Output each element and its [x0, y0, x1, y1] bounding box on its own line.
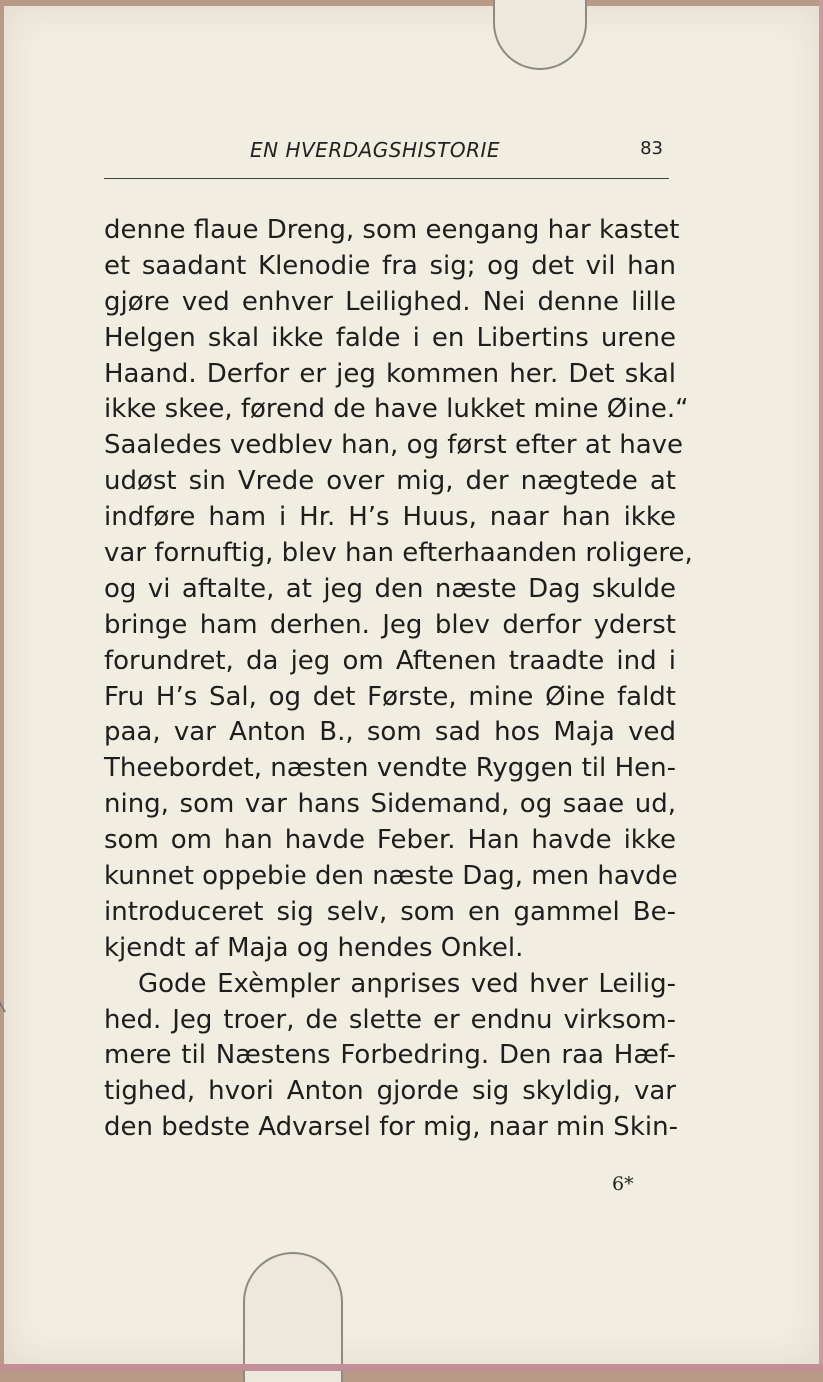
- signature-mark: 6*: [612, 1173, 634, 1195]
- text-line: hed. Jeg troer, de slette er endnu virksom-: [104, 1004, 676, 1035]
- text-line: bringe ham derhen. Jeg blev derfor yderst: [104, 609, 676, 640]
- text-line: Theebordet, næsten vendte Ryggen til Hen-: [104, 753, 676, 784]
- text-line: Fru H’s Sal, og det Første, mine Øine faldt: [104, 681, 676, 712]
- page-edge-bottom: [0, 1364, 823, 1371]
- body-text: [104, 213, 693, 1146]
- text-line: forundret, da jeg om Aftenen traadte ind i: [104, 645, 676, 676]
- text-line: som om han havde Feber. Han havde ikke: [104, 825, 676, 856]
- text-line: denne flaue Dreng, som eengang har kastet: [104, 215, 680, 245]
- text-line: udøst sin Vrede over mig, der nægtede at: [104, 466, 676, 497]
- text-line: Haand. Derfor er jeg kommen her. Det skal: [104, 358, 676, 389]
- text-line: mere til Næstens Forbedring. Den raa Hæf-: [104, 1040, 676, 1071]
- text-line: og vi aftalte, at jeg den næste Dag skulde: [104, 573, 676, 604]
- text-line-paragraph-start: Gode Exèmpler anprises ved hver Leilig-: [138, 968, 676, 999]
- running-head: EN HVERDAGSHISTORIE: [250, 138, 501, 162]
- page-holder-tab-bottom: [243, 1252, 343, 1382]
- text-line: indføre ham i Hr. H’s Huus, naar han ikke: [104, 502, 676, 533]
- page-number: 83: [640, 138, 663, 159]
- text-line: tighed, hvori Anton gjorde sig skyldig, var: [104, 1076, 676, 1107]
- text-line: ning, som var hans Sidemand, og saae ud,: [104, 789, 676, 820]
- text-line: ikke skee, førend de have lukket mine Øine.“: [104, 394, 689, 425]
- text-line: kunnet oppebie den næste Dag, men havde: [104, 861, 678, 892]
- text-line: den bedste Advarsel for mig, naar min Skin-: [104, 1112, 678, 1143]
- text-line: et saadant Klenodie fra sig; og det vil han: [104, 250, 676, 281]
- text-line: gjøre ved enhver Leilighed. Nei denne lille: [104, 286, 676, 317]
- text-line-paragraph-end: kjendt af Maja og hendes Onkel.: [104, 932, 524, 963]
- text-line: paa, var Anton B., som sad hos Maja ved: [104, 717, 676, 748]
- text-line: Helgen skal ikke falde i en Libertins urene: [104, 322, 676, 353]
- text-line: var fornuftig, blev han efterhaanden roligere,: [104, 538, 693, 569]
- text-line: Saaledes vedblev han, og først efter at have: [104, 430, 684, 461]
- page-header: [104, 138, 669, 179]
- page-edge-right: [819, 0, 823, 1371]
- text-line: introduceret sig selv, som en gammel Be-: [104, 896, 676, 927]
